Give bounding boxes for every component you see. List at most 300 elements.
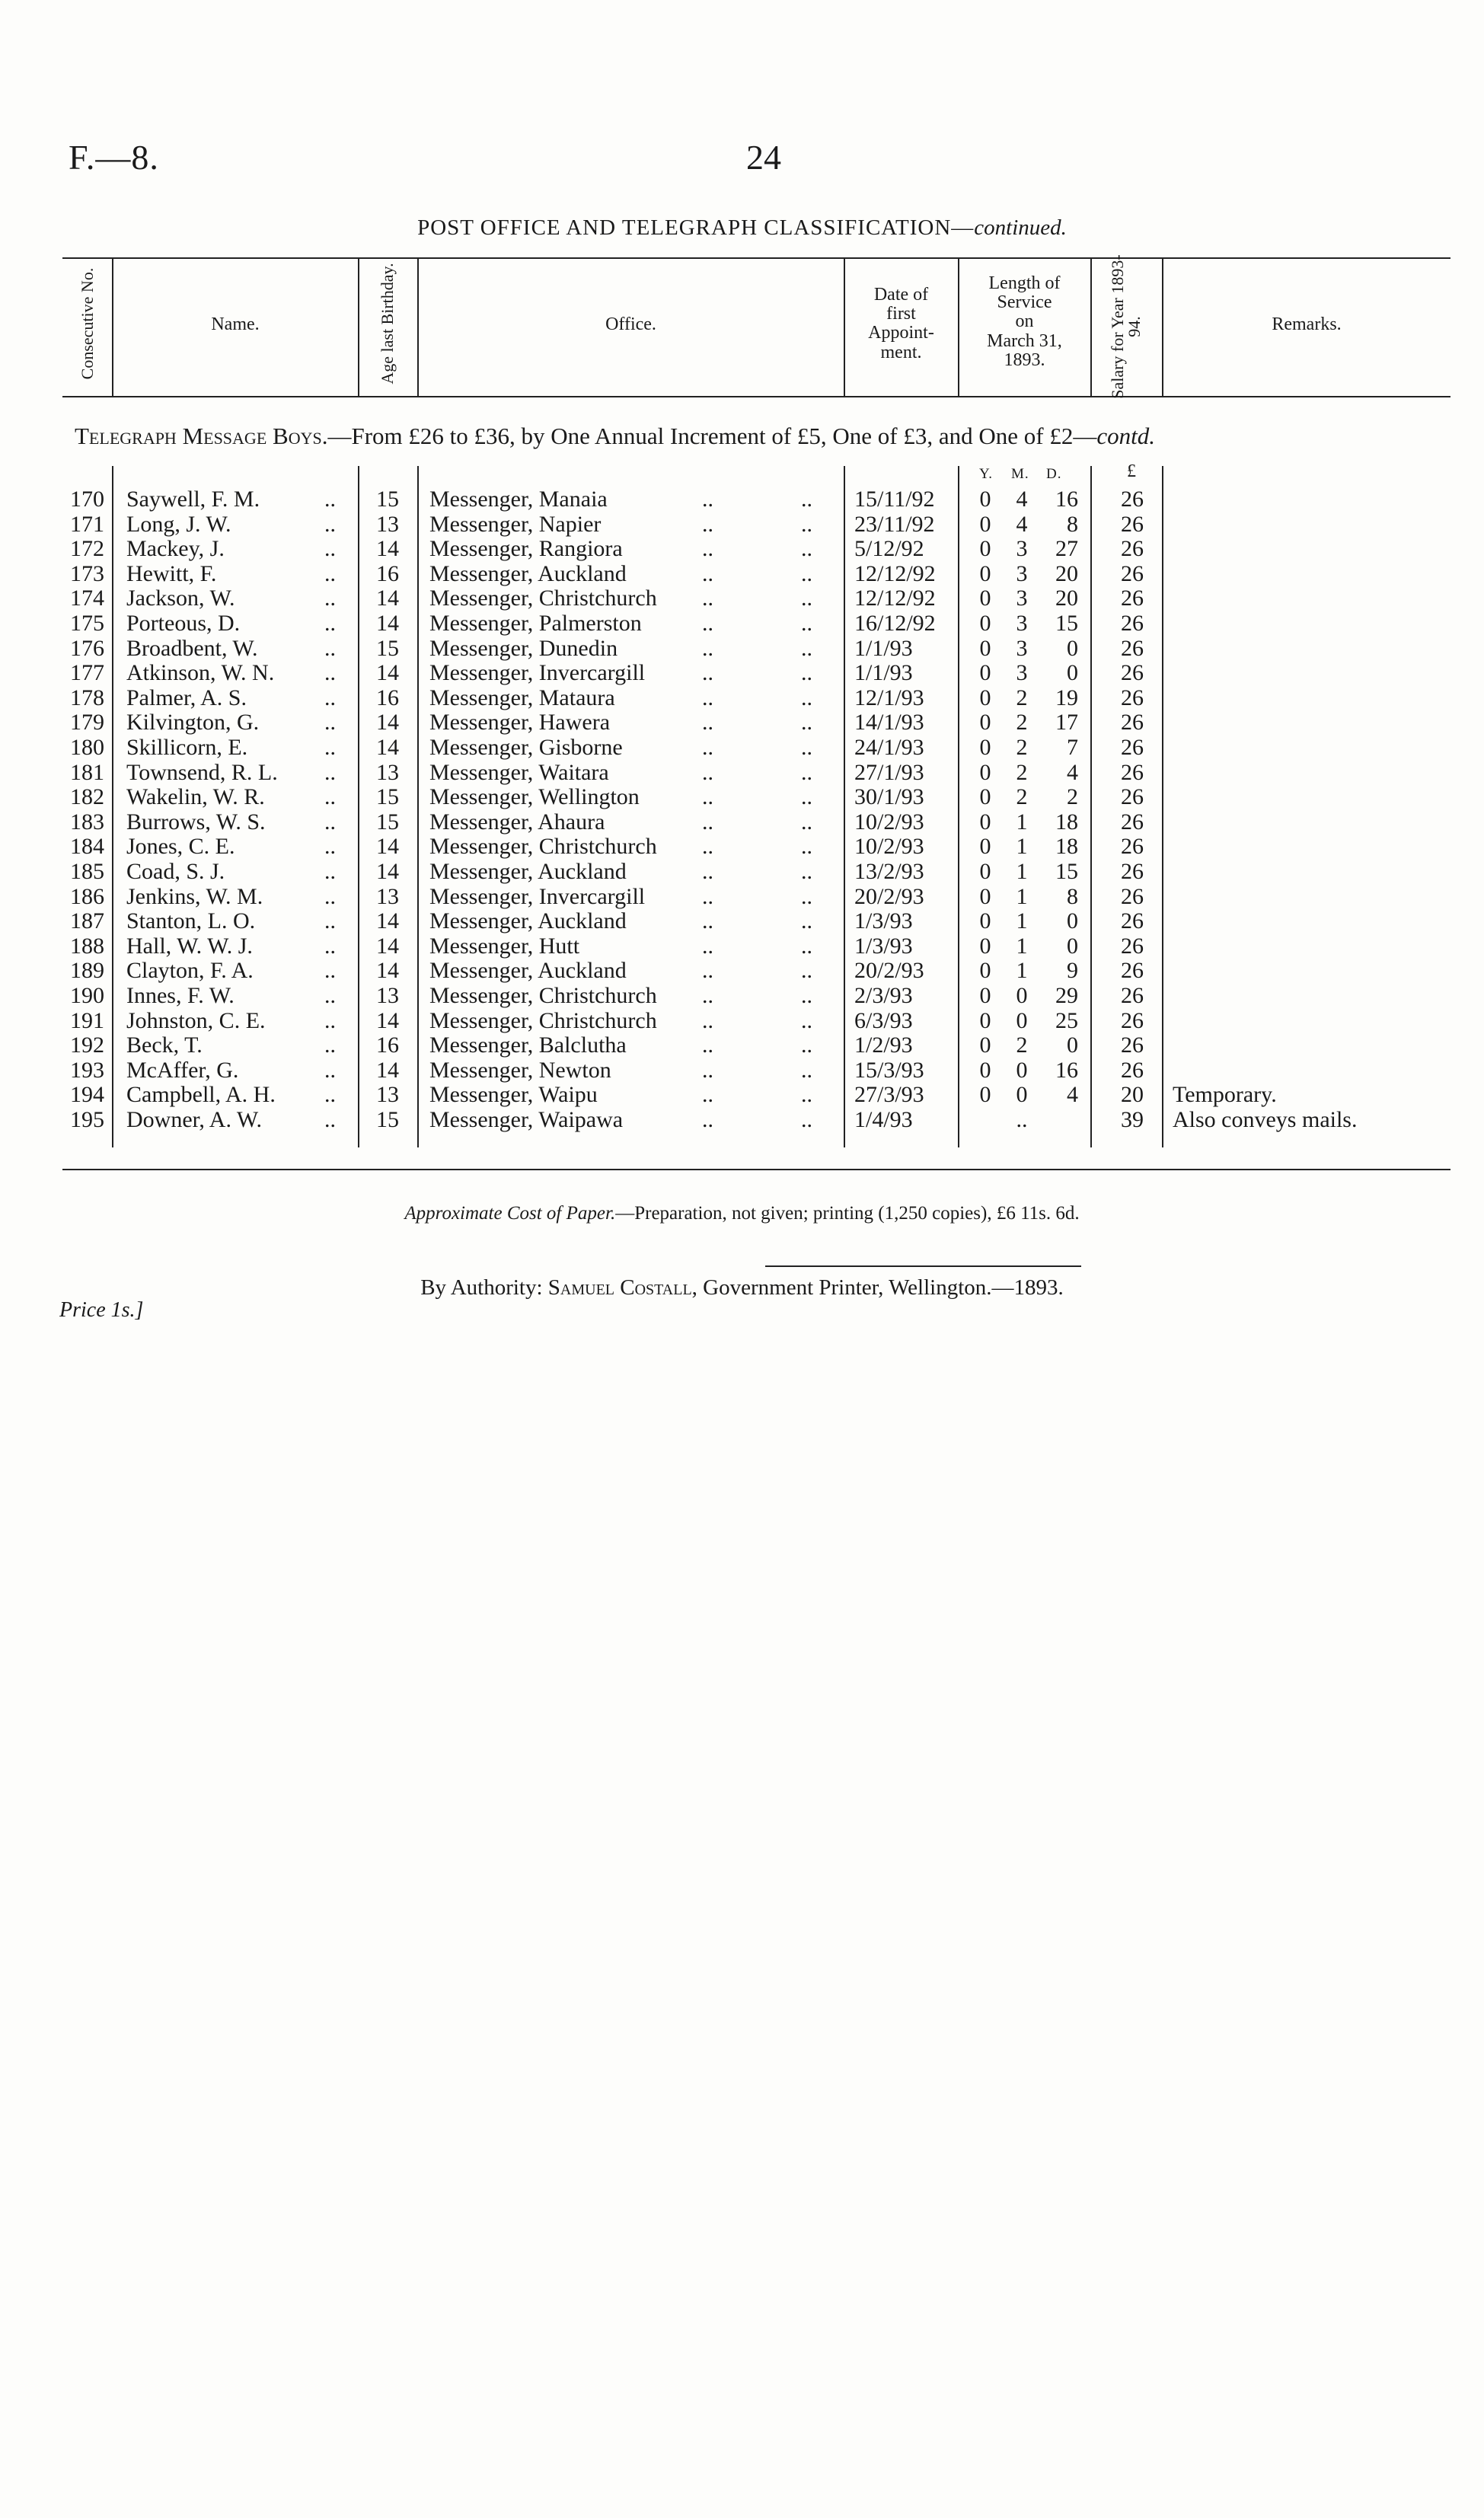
row-number: 170 [70, 487, 104, 512]
leader-dots: .. [801, 635, 812, 661]
row-salary: 26 [1121, 809, 1144, 835]
table-row [0, 611, 1484, 637]
header-length-line: 1893. [1004, 349, 1045, 370]
row-name: Downer, A. W. [126, 1107, 262, 1132]
row-office: Messenger, Christchurch [429, 1007, 657, 1033]
row-years: 0 [979, 809, 991, 835]
row-years: 0 [979, 883, 991, 909]
row-days: 4 [1067, 1082, 1078, 1108]
row-remarks: Temporary. [1173, 1082, 1277, 1108]
row-age: 13 [376, 983, 399, 1008]
leader-dots: .. [702, 759, 713, 785]
row-office: Messenger, Dunedin [429, 635, 618, 661]
row-months: 0 [1016, 1057, 1028, 1083]
row-number: 172 [70, 536, 104, 562]
table-row [0, 785, 1484, 810]
unit-months: M. [1011, 466, 1029, 482]
row-years: 0 [979, 1007, 991, 1033]
leader-dots: .. [702, 983, 713, 1008]
row-number: 189 [70, 958, 104, 984]
row-office: Messenger, Wellington [429, 784, 640, 810]
leader-dots: .. [702, 809, 713, 835]
row-salary: 26 [1121, 487, 1144, 512]
leader-dots: .. [702, 1057, 713, 1083]
row-number: 182 [70, 784, 104, 810]
leader-dots: .. [801, 611, 812, 636]
row-name: Skillicorn, E. [126, 735, 248, 760]
header-length-line: on [1015, 311, 1034, 332]
row-name: Campbell, A. H. [126, 1082, 276, 1108]
row-number: 185 [70, 859, 104, 884]
header-length-of-service [959, 274, 1090, 370]
row-days: 0 [1067, 933, 1078, 959]
row-months: 1 [1016, 859, 1028, 884]
row-number: 181 [70, 759, 104, 785]
leader-dots: .. [801, 710, 812, 736]
row-name: Long, J. W. [126, 511, 231, 537]
row-years: 0 [979, 611, 991, 636]
section-title-main: POST OFFICE AND TELEGRAPH CLASSIFICATION— [417, 215, 975, 240]
row-office: Messenger, Hawera [429, 710, 611, 736]
authority-line [0, 1275, 1484, 1300]
category-text: —From £26 to £36, by One Annual Increment of £5, One of £3, and One of £2— [327, 423, 1097, 449]
row-office: Messenger, Auckland [429, 560, 627, 586]
leader-dots: .. [702, 834, 713, 860]
leader-dots: .. [702, 536, 713, 562]
row-days: 15 [1055, 859, 1078, 884]
row-age: 15 [376, 1107, 399, 1132]
table-row [0, 512, 1484, 538]
leader-dots: .. [801, 1007, 812, 1033]
leader-dots: .. [702, 958, 713, 984]
row-years: 0 [979, 933, 991, 959]
row-name: Hall, W. W. J. [126, 933, 253, 959]
row-office: Messenger, Christchurch [429, 834, 657, 860]
row-age: 14 [376, 1057, 399, 1083]
leader-dots: .. [702, 784, 713, 810]
row-number: 192 [70, 1032, 104, 1058]
leader-dots: .. [801, 933, 812, 959]
row-office: Messenger, Newton [429, 1057, 611, 1083]
row-days: 18 [1055, 834, 1078, 860]
table-row [0, 1083, 1484, 1108]
row-date: 10/2/93 [854, 834, 924, 860]
leader-dots: .. [702, 883, 713, 909]
row-age: 13 [376, 1082, 399, 1108]
row-years: 0 [979, 586, 991, 611]
row-age: 14 [376, 834, 399, 860]
row-months: 3 [1016, 536, 1028, 562]
row-date: 30/1/93 [854, 784, 924, 810]
row-salary: 26 [1121, 958, 1144, 984]
authority-rule [765, 1265, 1081, 1267]
row-years: 0 [979, 536, 991, 562]
row-number: 191 [70, 1007, 104, 1033]
leader-dots: .. [324, 536, 336, 562]
row-months: 0 [1016, 983, 1028, 1008]
row-date: 1/3/93 [854, 933, 913, 959]
leader-dots: .. [702, 1007, 713, 1033]
table-row [0, 1009, 1484, 1034]
unit-days: D. [1046, 466, 1062, 482]
row-office: Messenger, Auckland [429, 908, 627, 934]
leader-dots: .. [324, 586, 336, 611]
row-years: 0 [979, 834, 991, 860]
row-name: Jackson, W. [126, 586, 235, 611]
table-top-rule [62, 257, 1450, 259]
leader-dots: .. [702, 635, 713, 661]
row-months: .. [1016, 1107, 1028, 1132]
table-row [0, 885, 1484, 910]
row-age: 14 [376, 536, 399, 562]
table-row [0, 860, 1484, 885]
row-date: 14/1/93 [854, 710, 924, 736]
row-salary: 26 [1121, 560, 1144, 586]
row-years: 0 [979, 487, 991, 512]
row-name: Coad, S. J. [126, 859, 225, 884]
table-row [0, 984, 1484, 1009]
row-name: Johnston, C. E. [126, 1007, 266, 1033]
table-row [0, 487, 1484, 512]
row-months: 1 [1016, 883, 1028, 909]
authority-printer: Samuel Costall [547, 1275, 692, 1300]
leader-dots: .. [324, 908, 336, 934]
row-date: 1/3/93 [854, 908, 913, 934]
row-age: 15 [376, 784, 399, 810]
row-office: Messenger, Balclutha [429, 1032, 627, 1058]
row-date: 6/3/93 [854, 1007, 913, 1033]
leader-dots: .. [702, 560, 713, 586]
row-days: 29 [1055, 983, 1078, 1008]
row-date: 27/3/93 [854, 1082, 924, 1108]
row-months: 1 [1016, 933, 1028, 959]
leader-dots: .. [324, 1057, 336, 1083]
leader-dots: .. [324, 611, 336, 636]
table-row [0, 637, 1484, 662]
row-date: 27/1/93 [854, 759, 924, 785]
leader-dots: .. [801, 735, 812, 760]
table-row [0, 686, 1484, 711]
leader-dots: .. [801, 908, 812, 934]
row-number: 193 [70, 1057, 104, 1083]
row-office: Messenger, Mataura [429, 685, 615, 710]
row-date: 12/12/92 [854, 586, 936, 611]
row-salary: 26 [1121, 611, 1144, 636]
document-code: F.—8. [69, 138, 159, 177]
row-office: Messenger, Gisborne [429, 735, 623, 760]
row-age: 14 [376, 1007, 399, 1033]
leader-dots: .. [324, 1107, 336, 1132]
row-name: Innes, F. W. [126, 983, 235, 1008]
table-header-rule [62, 396, 1450, 397]
row-office: Messenger, Napier [429, 511, 602, 537]
row-months: 4 [1016, 487, 1028, 512]
row-name: Beck, T. [126, 1032, 203, 1058]
row-months: 2 [1016, 784, 1028, 810]
row-years: 0 [979, 511, 991, 537]
leader-dots: .. [324, 635, 336, 661]
leader-dots: .. [324, 735, 336, 760]
row-salary: 26 [1121, 1007, 1144, 1033]
row-years: 0 [979, 560, 991, 586]
leader-dots: .. [324, 1007, 336, 1033]
row-name: Broadbent, W. [126, 635, 258, 661]
row-salary: 26 [1121, 536, 1144, 562]
row-years: 0 [979, 660, 991, 686]
category-suffix: contd. [1096, 423, 1155, 449]
row-number: 173 [70, 560, 104, 586]
row-years: 0 [979, 635, 991, 661]
page-number: 24 [746, 138, 781, 177]
row-age: 14 [376, 611, 399, 636]
leader-dots: .. [801, 685, 812, 710]
row-days: 20 [1055, 586, 1078, 611]
leader-dots: .. [702, 611, 713, 636]
row-age: 16 [376, 685, 399, 710]
row-salary: 26 [1121, 1032, 1144, 1058]
row-salary: 26 [1121, 784, 1144, 810]
row-date: 12/1/93 [854, 685, 924, 710]
leader-dots: .. [801, 983, 812, 1008]
table-row [0, 761, 1484, 786]
leader-dots: .. [702, 710, 713, 736]
leader-dots: .. [801, 958, 812, 984]
row-date: 20/2/93 [854, 883, 924, 909]
row-office: Messenger, Palmerston [429, 611, 642, 636]
row-days: 18 [1055, 809, 1078, 835]
row-age: 14 [376, 908, 399, 934]
leader-dots: .. [702, 487, 713, 512]
row-salary: 26 [1121, 983, 1144, 1008]
row-office: Messenger, Waipawa [429, 1107, 624, 1132]
row-date: 15/11/92 [854, 487, 935, 512]
row-number: 180 [70, 735, 104, 760]
row-office: Messenger, Auckland [429, 859, 627, 884]
row-name: Jones, C. E. [126, 834, 235, 860]
row-years: 0 [979, 1082, 991, 1108]
authority-prefix: By Authority: [420, 1275, 548, 1300]
leader-dots: .. [324, 1032, 336, 1058]
header-name: Name. [211, 314, 260, 334]
row-age: 15 [376, 809, 399, 835]
row-months: 3 [1016, 635, 1028, 661]
header-salary: Salary for Year 1893-94. [1108, 254, 1144, 399]
row-name: Kilvington, G. [126, 710, 260, 736]
row-date: 1/4/93 [854, 1107, 913, 1132]
row-years: 0 [979, 784, 991, 810]
row-months: 2 [1016, 1032, 1028, 1058]
row-age: 14 [376, 859, 399, 884]
row-salary: 26 [1121, 735, 1144, 760]
row-date: 16/12/92 [854, 611, 936, 636]
cost-note [0, 1203, 1484, 1224]
table-bottom-rule [62, 1169, 1450, 1170]
row-months: 4 [1016, 511, 1028, 537]
table-row [0, 1058, 1484, 1083]
row-remarks: Also conveys mails. [1173, 1107, 1358, 1132]
row-months: 1 [1016, 958, 1028, 984]
row-date: 1/2/93 [854, 1032, 913, 1058]
row-age: 16 [376, 560, 399, 586]
row-months: 3 [1016, 660, 1028, 686]
row-salary: 26 [1121, 660, 1144, 686]
leader-dots: .. [324, 834, 336, 860]
section-title [0, 215, 1484, 241]
cost-text: —Preparation, not given; printing (1,250 copies), £6 11s. 6d. [615, 1203, 1080, 1224]
leader-dots: .. [702, 660, 713, 686]
row-salary: 26 [1121, 759, 1144, 785]
row-age: 15 [376, 487, 399, 512]
leader-dots: .. [324, 660, 336, 686]
row-years: 0 [979, 1032, 991, 1058]
row-number: 177 [70, 660, 104, 686]
table-row [0, 1033, 1484, 1058]
leader-dots: .. [324, 1082, 336, 1108]
row-age: 14 [376, 710, 399, 736]
row-office: Messenger, Rangiora [429, 536, 623, 562]
row-days: 27 [1055, 536, 1078, 562]
leader-dots: .. [702, 908, 713, 934]
leader-dots: .. [702, 735, 713, 760]
row-months: 2 [1016, 685, 1028, 710]
leader-dots: .. [324, 859, 336, 884]
row-salary: 20 [1121, 1082, 1144, 1108]
row-name: Hewitt, F. [126, 560, 217, 586]
row-days: 17 [1055, 710, 1078, 736]
row-age: 15 [376, 635, 399, 661]
row-name: Porteous, D. [126, 611, 241, 636]
row-name: McAffer, G. [126, 1057, 239, 1083]
leader-dots: .. [801, 560, 812, 586]
leader-dots: .. [324, 809, 336, 835]
row-months: 0 [1016, 1007, 1028, 1033]
row-name: Wakelin, W. R. [126, 784, 265, 810]
row-age: 14 [376, 958, 399, 984]
row-days: 16 [1055, 1057, 1078, 1083]
row-age: 13 [376, 759, 399, 785]
header-consecutive-no: Consecutive No. [78, 267, 97, 380]
table-row [0, 959, 1484, 984]
row-salary: 26 [1121, 859, 1144, 884]
leader-dots: .. [801, 536, 812, 562]
leader-dots: .. [324, 487, 336, 512]
unit-years: Y. [979, 466, 994, 482]
leader-dots: .. [801, 1057, 812, 1083]
category-label: Telegraph Message Boys. [75, 423, 328, 449]
header-length-line: Length of [988, 273, 1061, 293]
table-row [0, 562, 1484, 587]
leader-dots: .. [801, 511, 812, 537]
leader-dots: .. [801, 883, 812, 909]
row-office: Messenger, Invercargill [429, 660, 646, 686]
row-years: 0 [979, 958, 991, 984]
row-date: 10/2/93 [854, 809, 924, 835]
leader-dots: .. [324, 759, 336, 785]
row-days: 9 [1067, 958, 1078, 984]
row-years: 0 [979, 983, 991, 1008]
row-name: Townsend, R. L. [126, 759, 278, 785]
header-age: Age last Birthday. [378, 263, 397, 385]
row-office: Messenger, Hutt [429, 933, 580, 959]
row-salary: 26 [1121, 883, 1144, 909]
row-office: Messenger, Waitara [429, 759, 609, 785]
row-office: Messenger, Invercargill [429, 883, 646, 909]
row-days: 8 [1067, 883, 1078, 909]
col-divider [358, 257, 359, 396]
header-length-line: March 31, [987, 330, 1062, 351]
row-name: Mackey, J. [126, 536, 225, 562]
row-age: 14 [376, 660, 399, 686]
row-years: 0 [979, 685, 991, 710]
authority-suffix: , Government Printer, Wellington.—1893. [691, 1275, 1064, 1300]
col-divider [1090, 257, 1092, 396]
row-number: 174 [70, 586, 104, 611]
header-office: Office. [605, 314, 656, 334]
row-number: 179 [70, 710, 104, 736]
row-months: 3 [1016, 586, 1028, 611]
row-months: 0 [1016, 1082, 1028, 1108]
row-number: 171 [70, 511, 104, 537]
row-months: 2 [1016, 735, 1028, 760]
row-number: 195 [70, 1107, 104, 1132]
row-salary: 26 [1121, 1057, 1144, 1083]
table-row [0, 909, 1484, 934]
row-days: 8 [1067, 511, 1078, 537]
table-row [0, 586, 1484, 611]
row-days: 16 [1055, 487, 1078, 512]
leader-dots: .. [324, 784, 336, 810]
row-days: 4 [1067, 759, 1078, 785]
leader-dots: .. [702, 685, 713, 710]
row-years: 0 [979, 735, 991, 760]
leader-dots: .. [702, 586, 713, 611]
row-number: 186 [70, 883, 104, 909]
leader-dots: .. [324, 933, 336, 959]
row-days: 0 [1067, 660, 1078, 686]
row-months: 1 [1016, 908, 1028, 934]
row-days: 25 [1055, 1007, 1078, 1033]
table-row [0, 537, 1484, 562]
row-age: 14 [376, 586, 399, 611]
row-days: 20 [1055, 560, 1078, 586]
row-number: 176 [70, 635, 104, 661]
row-age: 13 [376, 511, 399, 537]
leader-dots: .. [801, 586, 812, 611]
row-months: 3 [1016, 560, 1028, 586]
row-name: Saywell, F. M. [126, 487, 260, 512]
row-years: 0 [979, 908, 991, 934]
row-date: 1/1/93 [854, 635, 913, 661]
row-years: 0 [979, 1057, 991, 1083]
row-date: 23/11/92 [854, 511, 935, 537]
row-office: Messenger, Christchurch [429, 983, 657, 1008]
header-remarks: Remarks. [1272, 314, 1342, 334]
leader-dots: .. [324, 958, 336, 984]
leader-dots: .. [702, 1082, 713, 1108]
leader-dots: .. [324, 883, 336, 909]
row-number: 187 [70, 908, 104, 934]
table-row [0, 710, 1484, 736]
leader-dots: .. [801, 1032, 812, 1058]
header-date-line: Date of [873, 285, 929, 305]
row-months: 1 [1016, 809, 1028, 835]
row-days: 19 [1055, 685, 1078, 710]
leader-dots: .. [801, 759, 812, 785]
row-years: 0 [979, 759, 991, 785]
row-salary: 26 [1121, 586, 1144, 611]
row-date: 12/12/92 [854, 560, 936, 586]
leader-dots: .. [801, 784, 812, 810]
